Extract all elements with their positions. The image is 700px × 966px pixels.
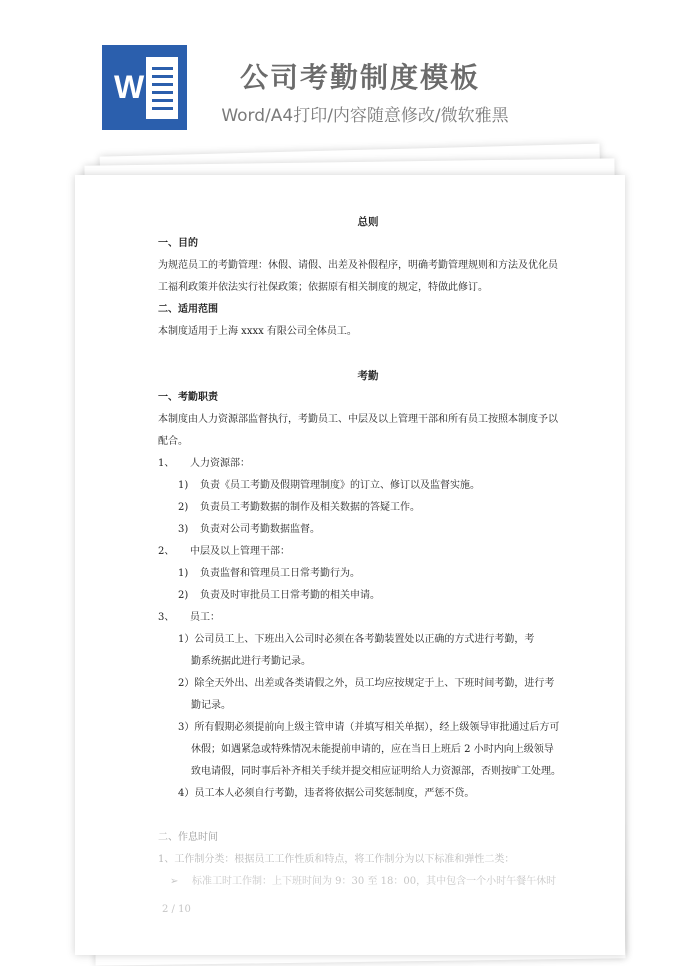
- line-text: 本制度适用于上海 xxxx 有限公司全体员工。: [158, 326, 357, 337]
- line-text: 为规范员工的考勤管理：休假、请假、出差及补假程序，明确考勤管理规则和方法及优化员: [158, 260, 558, 271]
- line-text: 人力资源部：: [190, 458, 250, 469]
- list-number: 1、: [158, 458, 175, 469]
- line-text: 勤记录。: [191, 700, 231, 711]
- list-number: 1）: [178, 634, 195, 645]
- document-line: [158, 761, 578, 783]
- line-text: 员工本人必须自行考勤，违者将依据公司奖惩制度，严惩不贷。: [194, 788, 475, 799]
- document-line: [158, 387, 578, 409]
- line-text: 负责对公司考勤数据监督。: [200, 524, 320, 535]
- line-text: 配合。: [158, 436, 188, 447]
- line-text: 勤系统据此进行考勤记录。: [191, 656, 311, 667]
- line-text: 二、作息时间: [158, 832, 218, 843]
- line-text: 负责及时审批员工日常考勤的相关申请。: [200, 590, 380, 601]
- list-number: 2、: [158, 546, 175, 557]
- document-line: [158, 299, 578, 321]
- document-line: [158, 519, 578, 541]
- document-line: [158, 607, 578, 629]
- list-number: 2): [178, 502, 189, 513]
- document-line: [158, 563, 578, 585]
- document-line: [158, 431, 578, 453]
- line-text: 2 / 10: [162, 904, 191, 915]
- line-text: 工福利政策并依法实行社保政策；依据原有相关制度的规定，特做此修订。: [158, 282, 488, 293]
- line-text: 二、适用范围: [158, 304, 218, 315]
- line-text: 负责《员工考勤及假期管理制度》的订立、修订以及监督实施。: [200, 480, 480, 491]
- document-line: [158, 497, 578, 519]
- document-line: [158, 717, 578, 739]
- line-text: 标准工时工作制：上下班时间为 9：30 至 18：00，其中包含一个小时午餐午休时: [192, 876, 557, 887]
- line-text: 员工：: [190, 612, 220, 623]
- document-line: [158, 233, 578, 255]
- document-line: [158, 475, 578, 497]
- document-line: [158, 365, 578, 387]
- document-line: [158, 739, 578, 761]
- document-lines-icon: [146, 57, 178, 119]
- document-line: [158, 585, 578, 607]
- document-line: [158, 211, 578, 233]
- document-line: [158, 277, 578, 299]
- word-icon: [102, 45, 187, 130]
- line-text: 一、目的: [158, 238, 198, 249]
- list-number: 3）: [178, 722, 195, 733]
- list-number: 4）: [178, 788, 195, 799]
- page-title: 公司考勤制度模板: [239, 61, 480, 94]
- document-line: [158, 673, 578, 695]
- document-line: [158, 651, 578, 673]
- document-line: [158, 343, 578, 365]
- line-text: 所有假期必须提前向上级主管申请（并填写相关单据），经上级领导审批通过后方可: [194, 722, 560, 733]
- document-line: [158, 255, 578, 277]
- document-line: [158, 783, 578, 805]
- list-number: 2): [178, 590, 189, 601]
- document-line: [158, 409, 578, 431]
- document-line: [158, 849, 578, 871]
- document-body: [158, 211, 578, 921]
- line-text: 负责监督和管理员工日常考勤行为。: [200, 568, 360, 579]
- line-text: 1、工作制分类：根据员工工作性质和特点，将工作制分为以下标准和弹性二类：: [158, 854, 515, 865]
- document-line: [158, 827, 578, 849]
- line-text: 总则: [357, 216, 379, 228]
- line-text: 一、考勤职责: [158, 392, 218, 403]
- document-line: [158, 321, 578, 343]
- line-text: 中层及以上管理干部：: [190, 546, 290, 557]
- line-text: 考勤: [357, 370, 379, 382]
- document-line: [158, 541, 578, 563]
- list-number: 3、: [158, 612, 175, 623]
- document-line: [158, 871, 578, 893]
- line-text: 本制度由人力资源部监督执行，考勤员工、中层及以上管理干部和所有员工按照本制度予以: [158, 414, 558, 425]
- list-number: 2）: [178, 678, 195, 689]
- document-line: [158, 805, 578, 827]
- list-number: 3): [178, 524, 189, 535]
- page-number: [158, 899, 578, 921]
- document-line: [158, 453, 578, 475]
- list-number: 1): [178, 480, 189, 491]
- line-text: 负责员工考勤数据的制作及相关数据的答疑工作。: [200, 502, 420, 513]
- page-subtitle: Word/A4打印/内容随意修改/微软雅黑: [221, 106, 509, 126]
- list-number: ➢: [170, 876, 179, 887]
- line-text: 休假；如遇紧急或特殊情况未能提前申请的，应在当日上班后 2 小时内向上级领导: [191, 744, 554, 755]
- line-text: 公司员工上、下班出入公司时必须在各考勤装置处以正确的方式进行考勤，考: [194, 634, 535, 645]
- document-line: [158, 695, 578, 717]
- word-letter: W: [114, 69, 145, 105]
- line-text: 致电请假，同时事后补齐相关手续并提交相应证明给人力资源部，否则按旷工处理。: [191, 766, 561, 777]
- document-line: [158, 629, 578, 651]
- list-number: 1): [178, 568, 189, 579]
- line-text: 除全天外出、出差或各类请假之外，员工均应按规定于上、下班时间考勤，进行考: [194, 678, 555, 689]
